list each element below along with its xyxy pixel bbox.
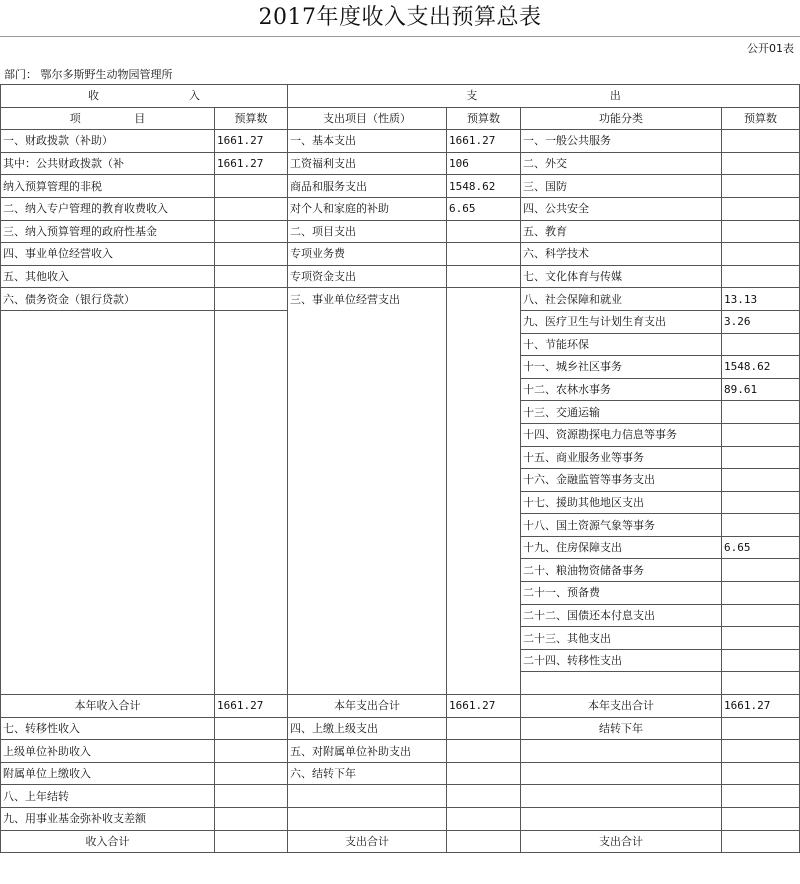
expense-budget-cell: 1548.62 [447, 175, 521, 198]
function-budget-cell [722, 672, 800, 695]
income-budget-cell [215, 197, 288, 220]
expense-budget-cell [447, 514, 521, 537]
expense-budget-cell [447, 717, 521, 740]
income-item-cell: 其中：公共财政拨款（补 [1, 152, 215, 175]
table-row [1, 514, 800, 537]
income-item-cell [1, 627, 215, 650]
income-item-cell [1, 672, 215, 695]
table-row [1, 243, 800, 266]
table-row [1, 220, 800, 243]
income-item-cell [1, 559, 215, 582]
expense-item-cell [288, 808, 447, 831]
income-item-cell: 三、纳入预算管理的政府性基金 [1, 220, 215, 243]
income-budget-cell [215, 265, 288, 288]
income-budget-cell [215, 536, 288, 559]
expense-budget-cell [447, 288, 521, 311]
function-class-cell: 十七、援助其他地区支出 [521, 491, 722, 514]
function-class-cell: 三、国防 [521, 175, 722, 198]
function-class-cell: 十八、国土资源气象等事务 [521, 514, 722, 537]
income-budget-cell [215, 808, 288, 831]
expense-budget-cell [447, 469, 521, 492]
function-class-cell: 十一、城乡社区事务 [521, 356, 722, 379]
function-class-cell: 一、一般公共服务 [521, 130, 722, 153]
table-row [1, 627, 800, 650]
income-budget-cell [215, 220, 288, 243]
income-item-cell [1, 649, 215, 672]
income-budget-cell [215, 649, 288, 672]
function-budget-cell [722, 649, 800, 672]
income-grand-total-label: 收入合计 [1, 830, 215, 853]
income-budget-cell [215, 310, 288, 333]
expense-budget-cell [447, 627, 521, 650]
income-item-cell [1, 469, 215, 492]
function-class-cell: 十六、金融监管等事务支出 [521, 469, 722, 492]
income-item-header [1, 107, 215, 130]
function-class-cell [521, 808, 722, 831]
income-budget-cell [215, 243, 288, 266]
expense-item-cell [288, 401, 447, 424]
income-item-cell [1, 604, 215, 627]
income-group-header [1, 85, 288, 108]
table-row [1, 356, 800, 379]
expense-budget-cell [447, 740, 521, 763]
function-budget-cell [722, 130, 800, 153]
expense-budget-cell [447, 582, 521, 605]
function-budget-cell: 89.61 [722, 378, 800, 401]
expense-item-cell [288, 378, 447, 401]
income-item-cell [1, 446, 215, 469]
expense-budget-cell [447, 672, 521, 695]
expense-group-char-1: 支 [466, 89, 478, 103]
function-budget-header: 预算数 [722, 107, 800, 130]
expense-grand-total-value [447, 830, 521, 853]
expense-item-cell [288, 536, 447, 559]
income-item-cell [1, 536, 215, 559]
table-row [1, 785, 800, 808]
function-class-cell: 二十三、其他支出 [521, 627, 722, 650]
function-budget-cell: 3.26 [722, 310, 800, 333]
income-group-char-2: 入 [189, 89, 200, 103]
table-row [1, 672, 800, 695]
table-row [1, 740, 800, 763]
function-class-cell: 十三、交通运输 [521, 401, 722, 424]
function-budget-cell [722, 152, 800, 175]
table-row [1, 265, 800, 288]
function-budget-cell [722, 627, 800, 650]
income-budget-cell [215, 333, 288, 356]
income-budget-cell [215, 762, 288, 785]
function-class-cell: 九、医疗卫生与计划生育支出 [521, 310, 722, 333]
function-class-cell: 十、节能环保 [521, 333, 722, 356]
expense-item-cell: 商品和服务支出 [288, 175, 447, 198]
income-item-cell [1, 378, 215, 401]
income-budget-cell: 1661.27 [215, 130, 288, 153]
budget-table [0, 84, 800, 853]
expense-budget-cell [447, 356, 521, 379]
income-budget-cell [215, 288, 288, 311]
expense-budget-cell [447, 265, 521, 288]
function-budget-cell [722, 808, 800, 831]
function-class-cell [521, 672, 722, 695]
income-item-cell: 二、纳入专户管理的教育收费收入 [1, 197, 215, 220]
expense-group-header [288, 85, 800, 108]
table-row [1, 401, 800, 424]
income-total-value: 1661.27 [215, 695, 288, 718]
table-row [1, 559, 800, 582]
function-budget-cell [722, 514, 800, 537]
income-budget-cell [215, 604, 288, 627]
expense-budget-cell [447, 649, 521, 672]
expense-budget-cell: 1661.27 [447, 130, 521, 153]
expense-budget-cell [447, 808, 521, 831]
expense-item-cell [288, 672, 447, 695]
income-item-cell: 七、转移性收入 [1, 717, 215, 740]
income-budget-cell [215, 378, 288, 401]
function-grand-total-value [722, 830, 800, 853]
function-budget-cell [722, 582, 800, 605]
income-item-cell [1, 356, 215, 379]
function-class-cell: 结转下年 [521, 717, 722, 740]
expense-item-cell [288, 604, 447, 627]
expense-budget-cell: 6.65 [447, 197, 521, 220]
table-row [1, 310, 800, 333]
income-item-cell: 附属单位上缴收入 [1, 762, 215, 785]
function-budget-cell: 1548.62 [722, 356, 800, 379]
function-budget-cell: 13.13 [722, 288, 800, 311]
expense-budget-cell [447, 423, 521, 446]
table-row [1, 469, 800, 492]
expense-item-cell: 四、上缴上级支出 [288, 717, 447, 740]
income-budget-cell [215, 514, 288, 537]
expense-item-cell: 专项业务费 [288, 243, 447, 266]
function-budget-cell [722, 717, 800, 740]
table-row [1, 717, 800, 740]
expense-budget-cell: 106 [447, 152, 521, 175]
income-budget-header: 预算数 [215, 107, 288, 130]
expense-budget-header: 预算数 [447, 107, 521, 130]
function-budget-cell: 6.65 [722, 536, 800, 559]
expense-budget-cell [447, 604, 521, 627]
expense-item-cell: 二、项目支出 [288, 220, 447, 243]
income-budget-cell [215, 401, 288, 424]
function-class-cell: 十五、商业服务业等事务 [521, 446, 722, 469]
expense-item-cell: 专项资金支出 [288, 265, 447, 288]
expense-item-cell [288, 310, 447, 333]
income-budget-cell [215, 740, 288, 763]
income-item-char-1: 项 [69, 111, 81, 125]
function-budget-cell [722, 197, 800, 220]
income-budget-cell [215, 672, 288, 695]
income-budget-cell [215, 423, 288, 446]
function-budget-cell [722, 175, 800, 198]
income-item-cell: 八、上年结转 [1, 785, 215, 808]
income-budget-cell [215, 785, 288, 808]
income-item-cell [1, 310, 215, 333]
function-class-cell: 四、公共安全 [521, 197, 722, 220]
table-row [1, 446, 800, 469]
income-budget-cell [215, 446, 288, 469]
expense-total-value: 1661.27 [447, 695, 521, 718]
expense-item-cell: 工资福利支出 [288, 152, 447, 175]
function-budget-cell [722, 785, 800, 808]
table-row [1, 175, 800, 198]
expense-item-cell: 五、对附属单位补助支出 [288, 740, 447, 763]
expense-item-cell [288, 446, 447, 469]
expense-budget-cell [447, 559, 521, 582]
income-budget-cell [215, 559, 288, 582]
function-class-cell: 六、科学技术 [521, 243, 722, 266]
expense-budget-cell [447, 220, 521, 243]
expense-item-cell [288, 423, 447, 446]
expense-item-cell: 一、基本支出 [288, 130, 447, 153]
group-header-row [1, 85, 800, 108]
expense-budget-cell [447, 536, 521, 559]
income-item-cell [1, 333, 215, 356]
income-item-cell [1, 491, 215, 514]
function-budget-cell [722, 762, 800, 785]
income-item-cell: 一、财政拨款（补助） [1, 130, 215, 153]
income-budget-cell [215, 627, 288, 650]
table-row [1, 152, 800, 175]
function-total-label: 本年支出合计 [521, 695, 722, 718]
function-class-cell: 十四、资源勘探电力信息等事务 [521, 423, 722, 446]
expense-budget-cell [447, 333, 521, 356]
table-row [1, 536, 800, 559]
expense-budget-cell [447, 491, 521, 514]
expense-item-cell [288, 356, 447, 379]
function-budget-cell [722, 243, 800, 266]
expense-total-label: 本年支出合计 [288, 695, 447, 718]
expense-grand-total-label: 支出合计 [288, 830, 447, 853]
expense-item-cell [288, 627, 447, 650]
function-budget-cell [722, 333, 800, 356]
income-item-cell: 纳入预算管理的非税 [1, 175, 215, 198]
title-divider [0, 36, 800, 37]
expense-item-cell: 三、事业单位经营支出 [288, 288, 447, 311]
grand-total-row [1, 830, 800, 853]
function-grand-total-label: 支出合计 [521, 830, 722, 853]
function-budget-cell [722, 220, 800, 243]
function-budget-cell [722, 604, 800, 627]
function-class-cell: 二十、粮油物资储备事务 [521, 559, 722, 582]
year-total-row [1, 695, 800, 718]
expense-budget-cell [447, 401, 521, 424]
income-budget-cell [215, 491, 288, 514]
function-class-cell [521, 762, 722, 785]
function-budget-cell [722, 401, 800, 424]
table-row [1, 130, 800, 153]
function-class-cell [521, 785, 722, 808]
page-title: 2017年度收入支出预算总表 [258, 5, 542, 30]
table-row [1, 808, 800, 831]
expense-item-cell [288, 333, 447, 356]
income-item-cell [1, 582, 215, 605]
function-class-cell: 二、外交 [521, 152, 722, 175]
function-class-header: 功能分类 [521, 107, 722, 130]
table-row [1, 423, 800, 446]
table-row [1, 491, 800, 514]
table-row [1, 604, 800, 627]
expense-item-cell [288, 491, 447, 514]
table-row [1, 378, 800, 401]
function-budget-cell [722, 423, 800, 446]
function-class-cell: 二十一、预备费 [521, 582, 722, 605]
function-budget-cell [722, 265, 800, 288]
expense-item-cell [288, 559, 447, 582]
expense-item-cell [288, 649, 447, 672]
income-item-cell: 上级单位补助收入 [1, 740, 215, 763]
function-budget-cell [722, 491, 800, 514]
income-item-cell: 四、事业单位经营收入 [1, 243, 215, 266]
expense-budget-cell [447, 446, 521, 469]
expense-budget-cell [447, 762, 521, 785]
income-item-char-2: 目 [134, 111, 146, 125]
income-budget-cell [215, 356, 288, 379]
function-class-cell: 十二、农林水事务 [521, 378, 722, 401]
expense-item-cell [288, 785, 447, 808]
function-budget-cell [722, 559, 800, 582]
function-class-cell: 二十二、国债还本付息支出 [521, 604, 722, 627]
function-budget-cell [722, 446, 800, 469]
expense-group-char-2: 出 [609, 89, 621, 103]
table-row [1, 649, 800, 672]
function-class-cell [521, 740, 722, 763]
income-item-cell: 九、用事业基金弥补收支差额 [1, 808, 215, 831]
function-class-cell: 二十四、转移性支出 [521, 649, 722, 672]
income-budget-cell [215, 469, 288, 492]
function-budget-cell [722, 740, 800, 763]
income-group-char-1: 收 [88, 89, 99, 103]
expense-item-cell [288, 582, 447, 605]
table-row [1, 288, 800, 311]
table-row [1, 582, 800, 605]
expense-item-cell: 六、结转下年 [288, 762, 447, 785]
department-label: 部门： 鄂尔多斯野生动物园管理所 [4, 68, 173, 81]
expense-budget-cell [447, 243, 521, 266]
expense-item-cell [288, 514, 447, 537]
income-budget-cell [215, 175, 288, 198]
income-grand-total-value [215, 830, 288, 853]
income-item-cell [1, 514, 215, 537]
table-code: 公开01表 [747, 42, 794, 55]
income-budget-cell [215, 582, 288, 605]
expense-item-cell [288, 469, 447, 492]
income-item-cell [1, 423, 215, 446]
function-total-value: 1661.27 [722, 695, 800, 718]
column-header-row [1, 107, 800, 130]
function-class-cell: 十九、住房保障支出 [521, 536, 722, 559]
income-item-cell [1, 401, 215, 424]
expense-item-header: 支出项目（性质） [288, 107, 447, 130]
income-total-label: 本年收入合计 [1, 695, 215, 718]
table-row [1, 197, 800, 220]
income-item-cell: 六、债务资金（银行贷款） [1, 288, 215, 311]
income-budget-cell: 1661.27 [215, 152, 288, 175]
function-class-cell: 五、教育 [521, 220, 722, 243]
table-row [1, 333, 800, 356]
income-budget-cell [215, 717, 288, 740]
function-budget-cell [722, 469, 800, 492]
expense-item-cell: 对个人和家庭的补助 [288, 197, 447, 220]
expense-budget-cell [447, 310, 521, 333]
function-class-cell: 七、文化体育与传媒 [521, 265, 722, 288]
income-item-cell: 五、其他收入 [1, 265, 215, 288]
expense-budget-cell [447, 378, 521, 401]
function-class-cell: 八、社会保障和就业 [521, 288, 722, 311]
table-row [1, 762, 800, 785]
expense-budget-cell [447, 785, 521, 808]
